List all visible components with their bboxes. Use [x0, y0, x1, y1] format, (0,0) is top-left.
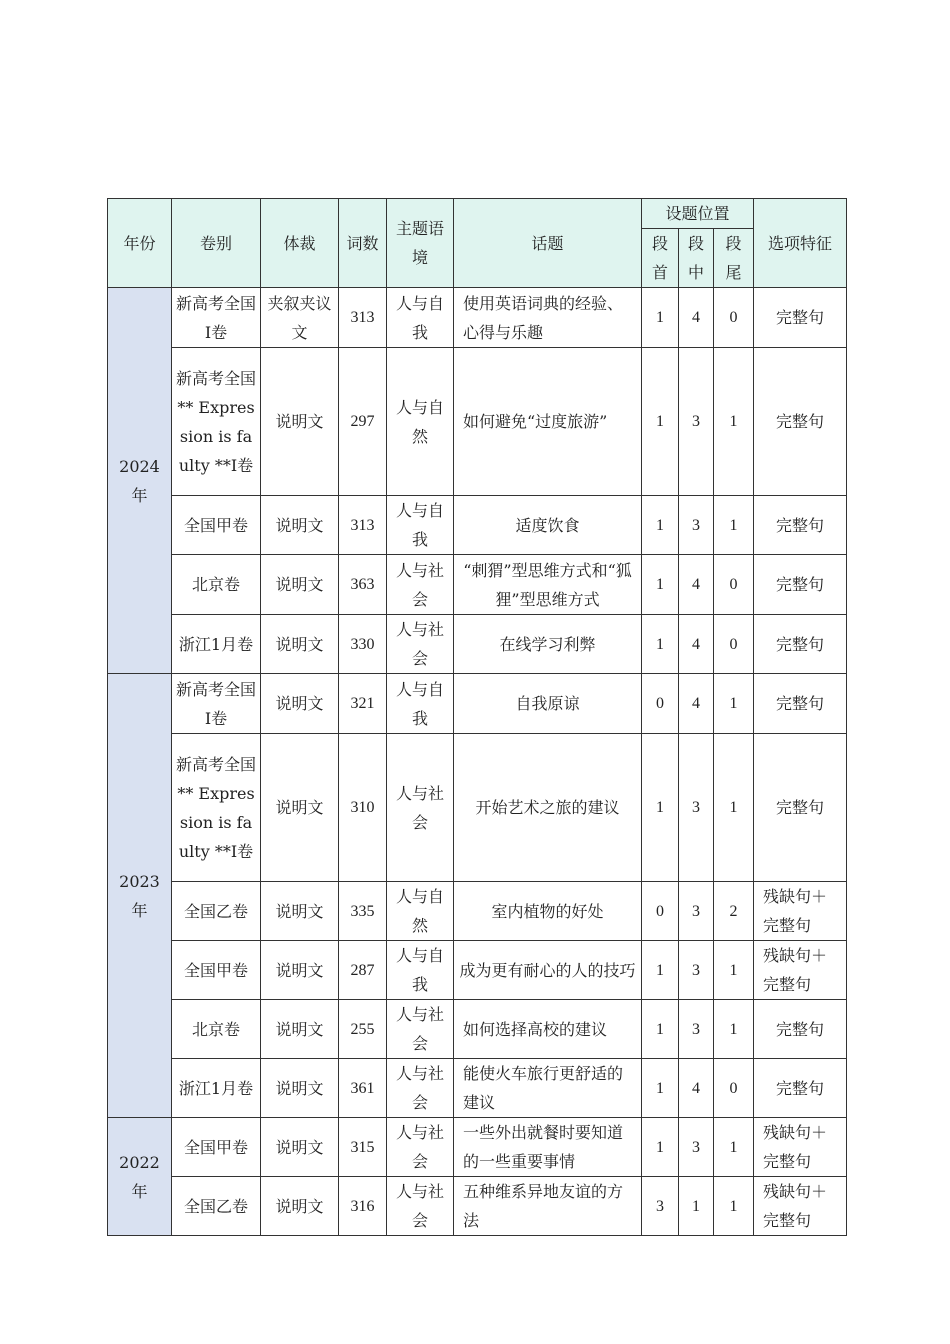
words-cell: 361 [339, 1059, 387, 1118]
genre-cell: 说明文 [261, 734, 339, 882]
topic-cell: 如何选择高校的建议 [454, 1000, 642, 1059]
pos-start-cell: 1 [642, 496, 679, 555]
pos-start-cell: 3 [642, 1177, 679, 1236]
pos-end-cell: 1 [714, 674, 754, 734]
pos-end-cell: 1 [714, 1177, 754, 1236]
words-cell: 363 [339, 555, 387, 615]
genre-cell: 说明文 [261, 615, 339, 674]
genre-cell: 说明文 [261, 941, 339, 1000]
header-topic: 话题 [454, 199, 642, 288]
pos-mid-cell: 3 [679, 348, 714, 496]
theme-cell: 人与自我 [387, 941, 454, 1000]
pos-mid-cell: 3 [679, 882, 714, 941]
topic-cell: 室内植物的好处 [454, 882, 642, 941]
genre-cell: 说明文 [261, 674, 339, 734]
genre-cell: 说明文 [261, 1118, 339, 1177]
header-genre: 体裁 [261, 199, 339, 288]
pos-start-cell: 1 [642, 348, 679, 496]
topic-cell: 五种维系异地友谊的方法 [454, 1177, 642, 1236]
table-row [108, 555, 847, 615]
pos-end-cell: 1 [714, 1118, 754, 1177]
topic-cell: 适度饮食 [454, 496, 642, 555]
theme-cell: 人与社会 [387, 734, 454, 882]
header-paper: 卷别 [172, 199, 261, 288]
pos-mid-cell: 3 [679, 1000, 714, 1059]
words-cell: 310 [339, 734, 387, 882]
theme-cell: 人与自然 [387, 882, 454, 941]
table-row [108, 1118, 847, 1177]
theme-cell: 人与自我 [387, 674, 454, 734]
options-cell: 残缺句＋完整句 [754, 941, 847, 1000]
theme-cell: 人与社会 [387, 1000, 454, 1059]
words-cell: 313 [339, 288, 387, 348]
topic-cell: 能使火车旅行更舒适的建议 [454, 1059, 642, 1118]
header-year: 年份 [108, 199, 172, 288]
pos-end-cell: 0 [714, 555, 754, 615]
paper-cell: 全国甲卷 [172, 1118, 261, 1177]
theme-cell: 人与自我 [387, 288, 454, 348]
paper-cell: 浙江1月卷 [172, 615, 261, 674]
header-pos-end: 段尾 [714, 229, 754, 288]
topic-cell: 使用英语词典的经验、心得与乐趣 [454, 288, 642, 348]
table-row [108, 882, 847, 941]
words-cell: 255 [339, 1000, 387, 1059]
header-pos-mid: 段中 [679, 229, 714, 288]
theme-cell: 人与社会 [387, 1059, 454, 1118]
topic-cell: 如何避免“过度旅游” [454, 348, 642, 496]
genre-cell: 说明文 [261, 882, 339, 941]
table-row [108, 1000, 847, 1059]
header-pos-start: 段首 [642, 229, 679, 288]
words-cell: 335 [339, 882, 387, 941]
options-cell: 残缺句＋完整句 [754, 1177, 847, 1236]
options-cell: 完整句 [754, 348, 847, 496]
table-row [108, 288, 847, 348]
year-cell: 2023年 [108, 674, 172, 1118]
words-cell: 321 [339, 674, 387, 734]
genre-cell: 夹叙夹议文 [261, 288, 339, 348]
words-cell: 330 [339, 615, 387, 674]
paper-cell: 新高考全国** Expression is faulty **I卷 [172, 734, 261, 882]
pos-mid-cell: 4 [679, 288, 714, 348]
genre-cell: 说明文 [261, 1000, 339, 1059]
topic-cell: 开始艺术之旅的建议 [454, 734, 642, 882]
paper-cell: 全国甲卷 [172, 941, 261, 1000]
topic-cell: 自我原谅 [454, 674, 642, 734]
paper-cell: 全国乙卷 [172, 1177, 261, 1236]
pos-start-cell: 1 [642, 555, 679, 615]
table-header [108, 199, 847, 288]
theme-cell: 人与自然 [387, 348, 454, 496]
pos-start-cell: 1 [642, 615, 679, 674]
pos-end-cell: 1 [714, 941, 754, 1000]
pos-mid-cell: 1 [679, 1177, 714, 1236]
paper-cell: 全国甲卷 [172, 496, 261, 555]
year-cell: 2022年 [108, 1118, 172, 1236]
theme-cell: 人与社会 [387, 615, 454, 674]
paper-cell: 北京卷 [172, 555, 261, 615]
options-cell: 完整句 [754, 1059, 847, 1118]
theme-cell: 人与社会 [387, 1177, 454, 1236]
table-row [108, 674, 847, 734]
header-options: 选项特征 [754, 199, 847, 288]
pos-start-cell: 1 [642, 288, 679, 348]
pos-mid-cell: 4 [679, 555, 714, 615]
header-position: 设题位置 [642, 199, 754, 229]
options-cell: 完整句 [754, 674, 847, 734]
paper-cell: 浙江1月卷 [172, 1059, 261, 1118]
genre-cell: 说明文 [261, 555, 339, 615]
paper-cell: 新高考全国I卷 [172, 288, 261, 348]
words-cell: 313 [339, 496, 387, 555]
pos-end-cell: 0 [714, 615, 754, 674]
paper-cell: 全国乙卷 [172, 882, 261, 941]
genre-cell: 说明文 [261, 348, 339, 496]
pos-end-cell: 0 [714, 288, 754, 348]
pos-end-cell: 1 [714, 734, 754, 882]
paper-cell: 北京卷 [172, 1000, 261, 1059]
options-cell: 完整句 [754, 288, 847, 348]
topic-cell: “刺猬”型思维方式和“狐狸”型思维方式 [454, 555, 642, 615]
options-cell: 完整句 [754, 496, 847, 555]
options-cell: 残缺句＋完整句 [754, 1118, 847, 1177]
pos-mid-cell: 3 [679, 1118, 714, 1177]
pos-mid-cell: 3 [679, 941, 714, 1000]
header-words: 词数 [339, 199, 387, 288]
words-cell: 287 [339, 941, 387, 1000]
header-theme: 主题语境 [387, 199, 454, 288]
table-row [108, 941, 847, 1000]
topic-cell: 成为更有耐心的人的技巧 [454, 941, 642, 1000]
pos-start-cell: 0 [642, 674, 679, 734]
table-row [108, 734, 847, 882]
pos-end-cell: 1 [714, 496, 754, 555]
words-cell: 316 [339, 1177, 387, 1236]
table-row [108, 348, 847, 496]
pos-end-cell: 2 [714, 882, 754, 941]
table-row [108, 1059, 847, 1118]
pos-mid-cell: 4 [679, 615, 714, 674]
paper-cell: 新高考全国I卷 [172, 674, 261, 734]
pos-mid-cell: 4 [679, 1059, 714, 1118]
table-row [108, 615, 847, 674]
pos-mid-cell: 3 [679, 496, 714, 555]
pos-mid-cell: 3 [679, 734, 714, 882]
pos-start-cell: 1 [642, 1118, 679, 1177]
options-cell: 完整句 [754, 555, 847, 615]
table-row [108, 1177, 847, 1236]
options-cell: 完整句 [754, 615, 847, 674]
pos-start-cell: 1 [642, 1000, 679, 1059]
theme-cell: 人与社会 [387, 1118, 454, 1177]
options-cell: 完整句 [754, 1000, 847, 1059]
words-cell: 297 [339, 348, 387, 496]
pos-start-cell: 0 [642, 882, 679, 941]
genre-cell: 说明文 [261, 496, 339, 555]
pos-start-cell: 1 [642, 1059, 679, 1118]
genre-cell: 说明文 [261, 1059, 339, 1118]
table-row [108, 496, 847, 555]
options-cell: 完整句 [754, 734, 847, 882]
topic-cell: 在线学习利弊 [454, 615, 642, 674]
theme-cell: 人与社会 [387, 555, 454, 615]
pos-mid-cell: 4 [679, 674, 714, 734]
topic-cell: 一些外出就餐时要知道的一些重要事情 [454, 1118, 642, 1177]
words-cell: 315 [339, 1118, 387, 1177]
paper-cell: 新高考全国** Expression is faulty **I卷 [172, 348, 261, 496]
pos-start-cell: 1 [642, 941, 679, 1000]
pos-start-cell: 1 [642, 734, 679, 882]
pos-end-cell: 1 [714, 1000, 754, 1059]
pos-end-cell: 1 [714, 348, 754, 496]
reading-stats-table [107, 198, 847, 1236]
theme-cell: 人与自我 [387, 496, 454, 555]
year-cell: 2024年 [108, 288, 172, 674]
genre-cell: 说明文 [261, 1177, 339, 1236]
pos-end-cell: 0 [714, 1059, 754, 1118]
options-cell: 残缺句＋完整句 [754, 882, 847, 941]
